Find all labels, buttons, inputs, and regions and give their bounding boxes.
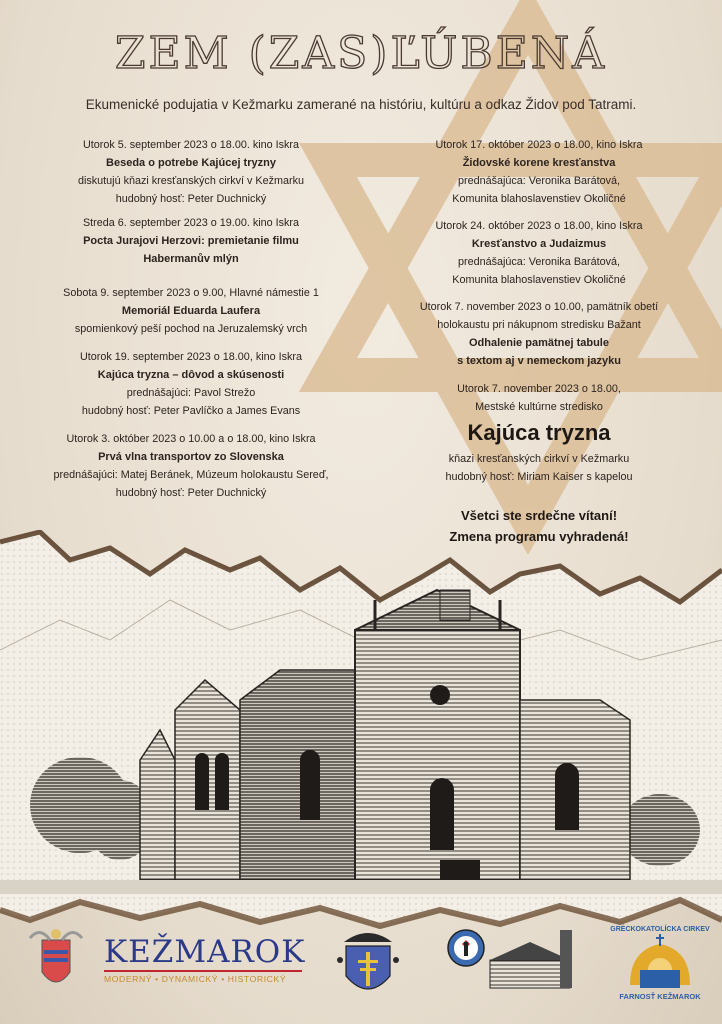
closing-note: Všetci ste srdečne vítaní! Zmena programu vyhradená! xyxy=(449,508,629,544)
greek-catholic-church-icon xyxy=(630,934,690,988)
event-finale: Utorok 7. november 2023 o 18.00, Mestské kultúrne stredisko Kajúca tryzna kňazi kresťanských cirkví v Kežmarku hudobný hosť: Miriam Kaiser s kapelou xyxy=(356,380,722,486)
bishop-crest-icon xyxy=(337,933,399,989)
event-item: Utorok 7. november 2023 o 10.00, pamätník obetí holokaustu pri nákupnom stredisku Bažant Odhalenie pamätnej tabule s textom aj v nemeckom jazyku xyxy=(419,301,659,367)
coat-of-arms-icon xyxy=(30,929,82,982)
event-item: Utorok 19. september 2023 o 18.00, kino Iskra Kajúca tryzna – dôvod a skúsenosti prednášajúci: Pavol Strežo hudobný hosť: Peter Pavlíčko a James Evans xyxy=(79,351,303,417)
event-item: Utorok 5. september 2023 o 18.00. kino Iskra Beseda o potrebe Kajúcej tryzny diskutujú kňazi kresťanských cirkví v Kežmarku hudobný hosť: Peter Duchnický xyxy=(77,139,305,205)
luther-rose-church-icon xyxy=(448,930,572,988)
kezmarok-rule xyxy=(104,970,302,972)
greek-catholic-parish: FARNOSŤ KEŽMAROK xyxy=(619,992,701,1001)
page-title: ZEM (ZAS)ĽÚBENÁ xyxy=(114,28,608,79)
finale-title: Kajúca tryzna xyxy=(467,420,611,445)
greek-catholic-title: GRÉCKOKATOLÍCKA CIRKEV xyxy=(610,926,710,933)
event-item: Utorok 24. október 2023 o 18.00, kino Iskra Kresťanstvo a Judaizmus prednášajúca: Veronika Barátová, Komunita blahoslavenstiev Okoličné xyxy=(435,220,643,286)
event-item: Utorok 17. október 2023 o 18.00, kino Iskra Židovské korene kresťanstva prednášajúca: Veronika Barátová, Komunita blahoslavenstiev Okoličné xyxy=(435,139,643,205)
kezmarok-tagline: MODERNÝ • DYNAMICKÝ • HISTORICKÝ xyxy=(104,974,287,984)
event-item: Sobota 9. september 2023 o 9.00, Hlavné námestie 1 Memoriál Eduarda Laufera spomienkový peší pochod na Jeruzalemský vrch xyxy=(63,287,319,335)
event-item: Utorok 3. október 2023 o 10.00 a o 18.00, kino Iskra Prvá vlna transportov zo Slovenska prednášajúci: Matej Beránek, Múzeum holokaustu Sereď, hudobný hosť: Peter Duchnický xyxy=(53,433,329,499)
page-subtitle: Ekumenické podujatia v Kežmarku zamerané na históriu, kultúru a odkaz Židov pod Tatrami. xyxy=(85,97,637,112)
event-item: Streda 6. september 2023 o 19.00. kino Iskra Pocta Jurajovi Herzovi: premietanie filmu Habermanův mlýn xyxy=(82,217,300,265)
kezmarok-logo: KEŽMAROK xyxy=(104,934,306,970)
